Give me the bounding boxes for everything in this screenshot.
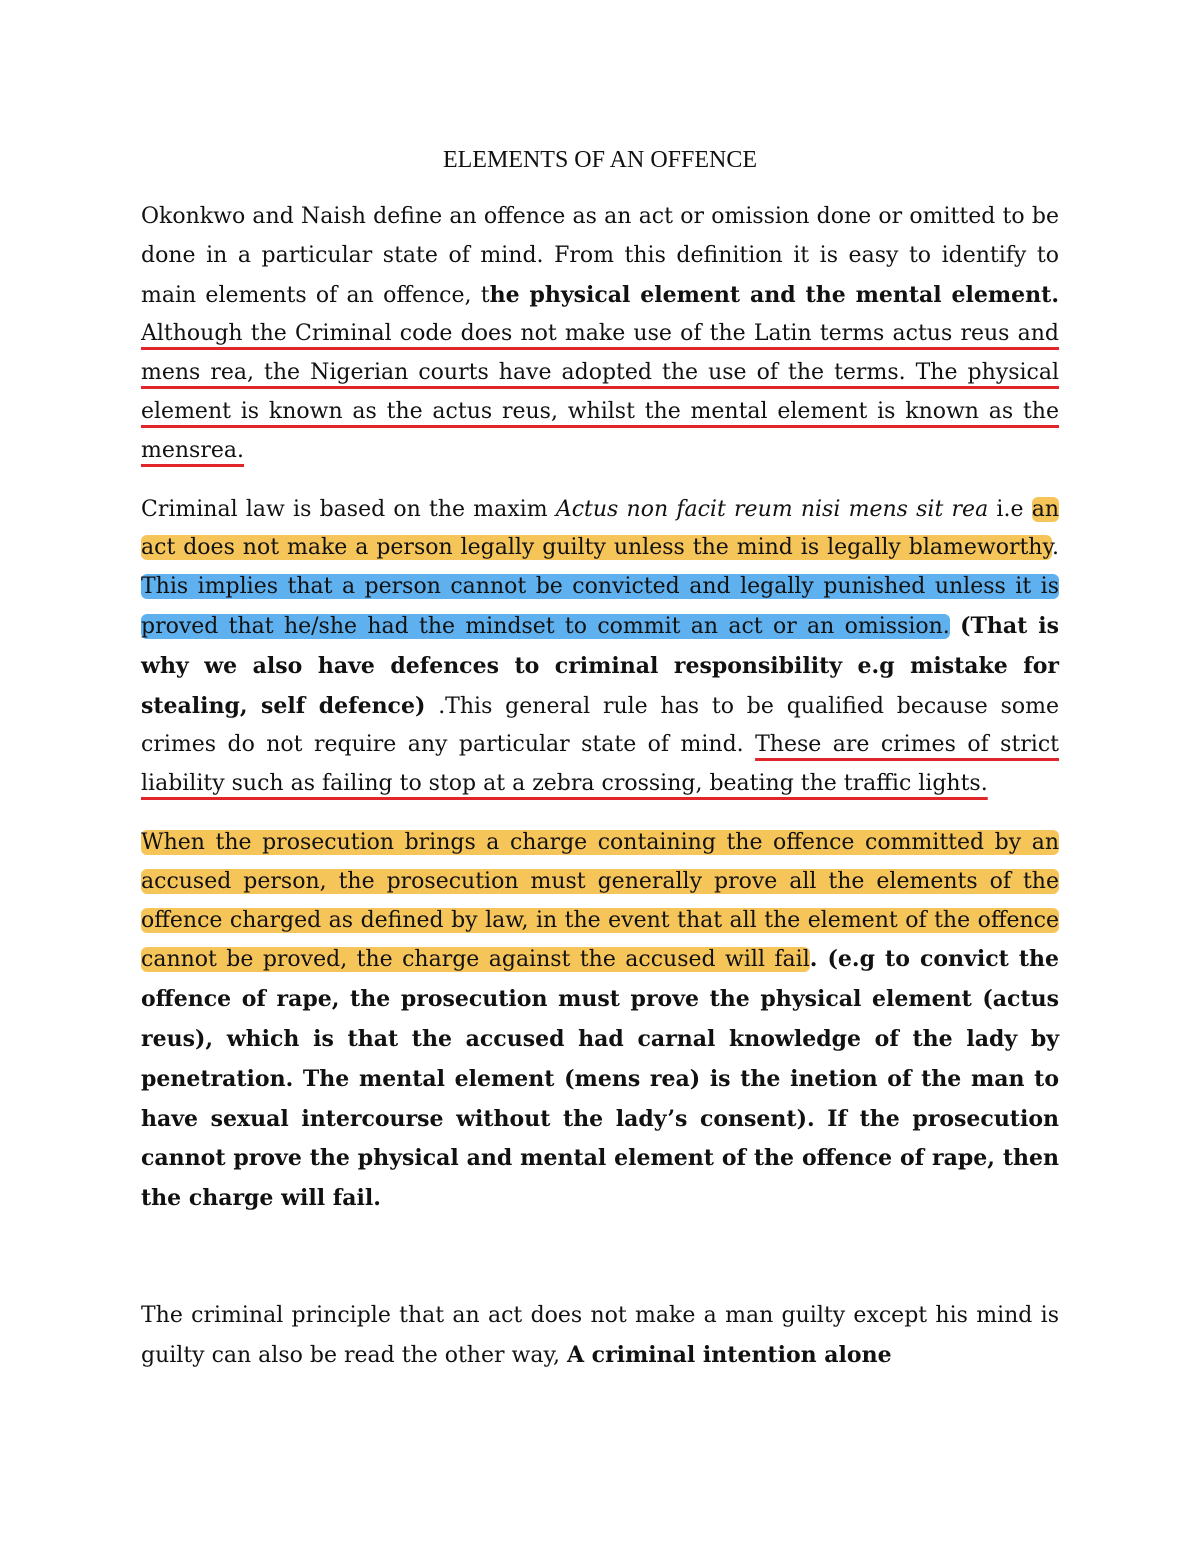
- p1-bold-elements: he physical element and the mental element.: [489, 281, 1059, 308]
- p2-ie: i.e: [988, 496, 1032, 522]
- paragraph-definition: [141, 198, 1059, 471]
- document-title: ELEMENTS OF AN OFFENCE: [442, 147, 758, 173]
- p1-text: Okonkwo and Naish define an offence as an act or omission done or omitted to be done in a particular state of mind. From this definition it is easy to identify to main elements of an offence, t: [141, 204, 1059, 308]
- document-page: [141, 140, 1059, 1396]
- paragraph-principle: [141, 1297, 1059, 1376]
- paragraph-maxim: [141, 491, 1059, 804]
- p4-text: The criminal principle that an act does not make a man guilty except his mind is guilty can also be read the other way,: [141, 1302, 1059, 1368]
- paragraph-prosecution: [141, 824, 1059, 1219]
- p1-underlined-actus-reus: Although the Criminal code does not make use of the Latin terms actus reus and mens rea, the Nigerian courts have adopted the use of the terms. The physical element is known as the actus reus, whilst the mental element is known as the mensrea.: [141, 321, 1059, 463]
- p2-highlight-blue: This implies that a person cannot be convicted and legally punished unless it is proved that he/she had the mindset to commit an act or an omission.: [141, 574, 1059, 639]
- p3-bold-example: . (e.g to convict the offence of rape, the prosecution must prove the physical element (actus reus), which is that the accused had carnal knowledge of the lady by penetration. The mental element (mens rea) is the inetion of the man to have sexual intercourse without the lady’s consent). If the prosecution cannot prove the physical and mental element of the offence of rape, then the charge will fail.: [141, 946, 1059, 1212]
- p2-bold-defences: (That is why we also have defences to criminal responsibility e.g mistake for stealing, self defence): [141, 612, 1059, 719]
- p2-latin-maxim: Actus non facit reum nisi mens sit rea: [555, 496, 989, 522]
- p4-bold-intention: A criminal intention alone: [566, 1341, 892, 1368]
- p2-underlined-strict-liability: These are crimes of strict liability such as failing to stop at a zebra crossing, beating the traffic lights.: [141, 732, 1059, 797]
- p2-highlight-yellow: an act does not make a person legally guilty unless the mind is legally blameworthy: [141, 496, 1059, 561]
- p2-intro: Criminal law is based on the maxim: [141, 496, 556, 522]
- p2-period: .: [1052, 535, 1059, 561]
- p2-general-rule: .This general rule has to be qualified because some crimes do not require any particular state of mind.: [141, 693, 1060, 758]
- p3-highlight-yellow: When the prosecution brings a charge containing the offence committed by an accused person, the prosecution must generally prove all the elements of the offence charged as defined by law, in the event that all the element of the offence cannot be proved, the charge against the accused will fail: [141, 829, 1059, 973]
- p2-space: [950, 614, 960, 639]
